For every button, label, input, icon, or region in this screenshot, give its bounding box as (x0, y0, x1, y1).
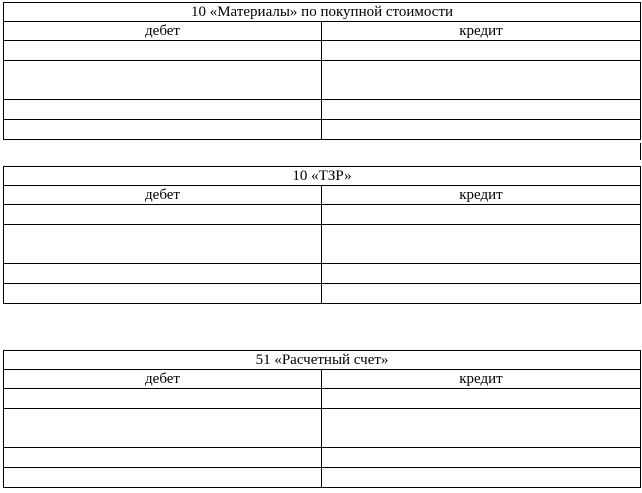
debit-cell (4, 284, 322, 304)
credit-header: кредит (322, 186, 641, 205)
credit-cell (322, 205, 641, 225)
credit-header: кредит (322, 370, 641, 389)
table-row (4, 225, 641, 264)
credit-cell (322, 41, 641, 61)
credit-cell (322, 409, 641, 448)
credit-header: кредит (322, 22, 641, 41)
debit-cell (4, 205, 322, 225)
account-title: 51 «Расчетный счет» (4, 351, 641, 370)
table-row (4, 61, 641, 100)
debit-cell (4, 409, 322, 448)
credit-cell (322, 389, 641, 409)
table-row (4, 389, 641, 409)
debit-header: дебет (4, 370, 322, 389)
credit-cell (322, 468, 641, 488)
debit-cell (4, 448, 322, 468)
table-row (4, 41, 641, 61)
credit-cell (322, 120, 641, 140)
credit-cell (322, 100, 641, 120)
table-row (4, 284, 641, 304)
account-table-settlement (3, 350, 641, 488)
debit-cell (4, 120, 322, 140)
account-title: 10 «ТЗР» (4, 167, 641, 186)
table-row (4, 205, 641, 225)
credit-cell (322, 264, 641, 284)
table-row (4, 100, 641, 120)
debit-cell (4, 264, 322, 284)
table-row (4, 264, 641, 284)
account-table-materials (3, 2, 641, 140)
page-edge-line (640, 143, 641, 160)
table-row (4, 448, 641, 468)
credit-cell (322, 448, 641, 468)
debit-cell (4, 61, 322, 100)
debit-header: дебет (4, 22, 322, 41)
debit-cell (4, 225, 322, 264)
credit-cell (322, 225, 641, 264)
credit-cell (322, 61, 641, 100)
debit-cell (4, 468, 322, 488)
debit-header: дебет (4, 186, 322, 205)
account-table-tzr (3, 166, 641, 304)
credit-cell (322, 284, 641, 304)
debit-cell (4, 389, 322, 409)
table-row (4, 120, 641, 140)
table-row (4, 409, 641, 448)
account-title: 10 «Материалы» по покупной стоимости (4, 3, 641, 22)
table-row (4, 468, 641, 488)
debit-cell (4, 100, 322, 120)
debit-cell (4, 41, 322, 61)
